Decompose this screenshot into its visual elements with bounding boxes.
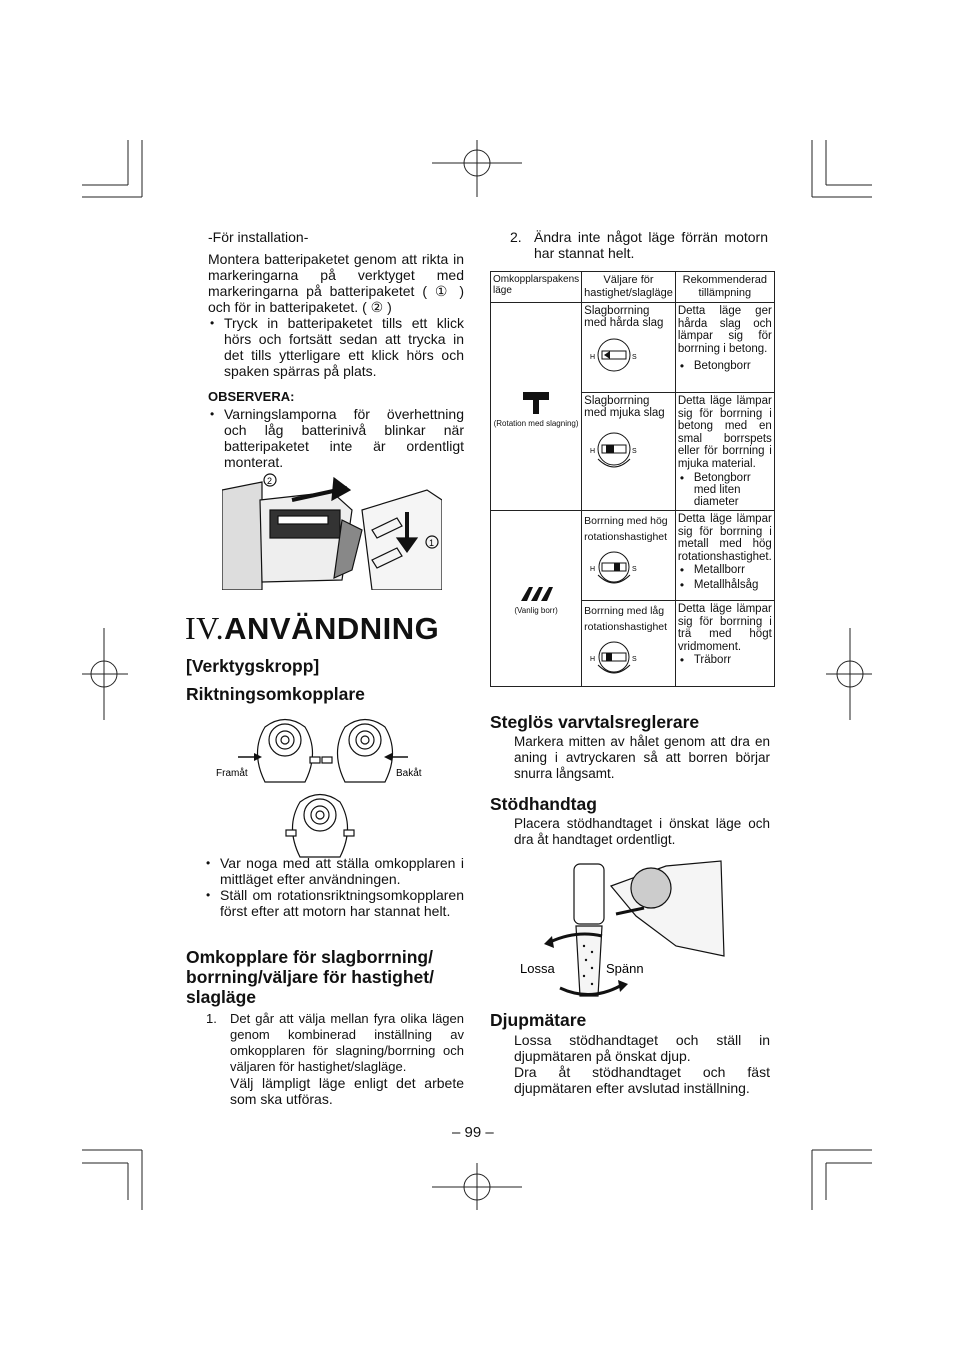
dial-s-label: S: [632, 354, 637, 361]
install-heading: -För installation-: [208, 229, 309, 245]
mode-3-cell: [582, 511, 676, 601]
mode-3-label: Borrning med hög rotationshastighet: [584, 515, 668, 543]
hammer-drill-icon: [521, 386, 551, 416]
dial-h-label-2: H: [590, 448, 596, 455]
item1-text: Det går att välja mellan fyra olika lägen genom kombinerad inställning av omkopplaren för slagning/borrning och väljaren för hastighet/slagläge.: [230, 1011, 464, 1074]
depth-section: [490, 1010, 770, 1096]
app-3-bullet-1: • Metallborr: [678, 563, 772, 578]
chapter-title: [185, 610, 439, 647]
speed-section: [490, 712, 770, 782]
label-loosen: Lossa: [520, 961, 555, 976]
item1-number: 1.: [206, 1011, 217, 1026]
switch-title: Omkopplare för slagborrning/ borrning/väljare för hastighet/ slagläge: [186, 947, 434, 1007]
item2-text: Ändra inte något läge förrän motorn har stannat helt.: [534, 229, 768, 261]
app-3-cell: [675, 511, 774, 601]
side-handle-figure: [516, 856, 728, 1006]
depth-title: Djupmätare: [490, 1010, 587, 1030]
dial-h-label-4: H: [590, 656, 596, 663]
dial-low-icon: [584, 635, 644, 681]
battery-figure: [222, 470, 442, 590]
fig-label-1: 1: [429, 538, 435, 548]
app-3-bullet-2: • Metallhålsåg: [678, 578, 772, 593]
label-forward: Framåt: [216, 768, 248, 779]
item1b-text: Välj lämpligt läge enligt det arbete som ska utföras.: [230, 1075, 464, 1107]
mode-table: [490, 271, 775, 687]
direction-switch-figure: [210, 712, 440, 858]
app-2-cell: [675, 393, 774, 511]
mode-1-label: Slagborrning med hårda slag: [584, 305, 664, 329]
dial-s-label-4: S: [632, 656, 637, 663]
th-lever: Omkopplarspakens läge: [491, 272, 582, 303]
app-1-text: Detta läge ger hårda slag och lämpar sig för borrning i betong.: [677, 305, 772, 355]
dial-s-label-2: S: [632, 448, 637, 455]
th-selector: Väljare för hastighet/slagläge: [582, 272, 676, 303]
chapter-roman: IV.: [185, 610, 225, 646]
page-number: – 99 –: [452, 1124, 494, 1141]
app-1-bullet: • Betongborr: [678, 360, 772, 373]
app-4-text: Detta läge lämpar sig för borrning i trä med högt vridmoment.: [677, 603, 772, 653]
speed-title: Steglös varvtalsreglerare: [490, 712, 700, 732]
depth-text-1: Lossa stödhandtaget och ställ in djupmätaren på önskat djup.: [514, 1032, 770, 1064]
label-backward: Bakåt: [396, 768, 422, 779]
dial-h-label-3: H: [590, 566, 596, 573]
fig-label-2: 2: [267, 476, 273, 486]
group1-cell: [491, 303, 582, 511]
direction-note-1: • Var noga med att ställa omkopplaren i mittläget efter användningen.: [204, 855, 464, 887]
drill-bit-icon: [519, 583, 553, 603]
item2-number: 2.: [510, 229, 522, 245]
right-column: [490, 229, 770, 261]
switch-section: [186, 947, 466, 1107]
chapter-text: ANVÄNDNING: [224, 611, 440, 646]
handle-section: [490, 794, 770, 848]
section-bracket: [Verktygskropp]: [186, 656, 320, 676]
direction-note-2: • Ställ om rotationsriktningsomkopplaren först efter att motorn har stannat helt.: [204, 887, 464, 919]
section-heading-block: [186, 656, 466, 704]
direction-notes: [204, 855, 464, 919]
install-bullet: • Tryck in batteripaketet tills ett klick hörs och fortsätt sedan att trycka in det tills ytterligare ett klick hörs och spaken spärras på plats.: [208, 315, 464, 379]
direction-title: Riktningsomkopplare: [186, 684, 365, 704]
app-3-text: Detta läge lämpar sig för borrning i metall med hög rotationshastighet.: [677, 513, 772, 563]
mode-2-cell: [582, 393, 676, 511]
app-4-cell: [675, 601, 774, 687]
group1-label: (Rotation med slagning): [493, 418, 579, 428]
mode-4-label: Borrning med låg rotationshastighet: [584, 605, 668, 633]
handle-title: Stödhandtag: [490, 794, 597, 814]
dial-soft-icon: [584, 419, 644, 475]
dial-s-label-3: S: [632, 566, 637, 573]
speed-text: Markera mitten av hålet genom att dra en aning i avtryckaren så att borren börjar snurra långsamt.: [514, 734, 770, 781]
th-application: Rekommenderad tillämpning: [675, 272, 774, 303]
group2-label: (Vanlig borr): [514, 605, 558, 615]
mode-4-cell: [582, 601, 676, 687]
dial-h-label: H: [590, 354, 596, 361]
mode-1-cell: [582, 303, 676, 393]
label-tighten: Spänn: [606, 961, 644, 976]
handle-text: Placera stödhandtaget i önskat läge och dra åt handtaget ordentligt.: [514, 816, 770, 847]
group2-cell: [491, 511, 582, 687]
mode-2-label: Slagborrning med mjuka slag: [584, 395, 665, 419]
note-title: OBSERVERA:: [208, 389, 295, 404]
app-2-bullet: • Betongborr med liten diameter: [678, 472, 772, 508]
left-column: [208, 229, 464, 470]
app-4-bullet: • Träborr: [678, 653, 772, 668]
dial-high-icon: [584, 545, 644, 591]
dial-hard-icon: [584, 329, 644, 379]
mode-table-wrapper: [490, 271, 775, 687]
app-2-text: Detta läge lämpar sig för borrning i betong med en smal borrspets eller för borrning i mjuka material.: [677, 395, 772, 470]
install-paragraph: Montera batteripaketet genom att rikta in markeringarna på verktyget med markeringarna på batteripaketet ( ① ) och för in batteripaketet. ( ② ): [208, 251, 464, 315]
depth-text-2: Dra åt stödhandtaget och fäst djupmätaren efter avslutad inställning.: [514, 1064, 770, 1096]
app-1-cell: [675, 303, 774, 393]
note-bullet: • Varningslamporna för överhettning och låg batterinivå blinkar när batteripaketet inte är ordentligt monterat.: [208, 406, 464, 470]
